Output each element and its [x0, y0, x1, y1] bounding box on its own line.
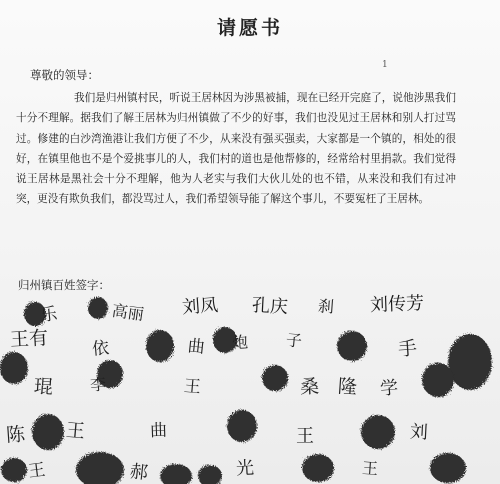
fingerprint [76, 452, 124, 484]
fingerprint [448, 334, 492, 390]
fingerprint-layer [0, 292, 500, 484]
fingerprint [146, 330, 174, 362]
signature-heading: 归州镇百姓签字： [18, 278, 110, 292]
signature: 王有 [9, 327, 49, 351]
petition-body: 我们是归州镇村民，听说王居林因为涉黑被捕，现在已经开完庭了，说他涉黑我们十分不理解。据我们了解王居林为归州镇做了不少的好事，我们也没见过王居林和别人打过骂过。修建的白沙湾渔港让我们方便了不少，从来没有强买强卖，大家都是一个镇的，相处的很好，在镇里他也不是个爱挑事儿的人，我们村的道也是他帮修的，经常给村里捐款。我们觉得说王居林是黑社会十分不理解，他为人老实与我们大伙儿处的也不错，从来没和我们有过冲突，更没有欺负我们，都没骂过人，我们希望领导能了解这个事儿，不要冤枉了王居林。 [16, 92, 456, 206]
fingerprint [262, 365, 288, 391]
document-title: 请愿书 [216, 17, 283, 39]
fingerprint [430, 453, 466, 483]
fingerprint [160, 464, 192, 484]
fingerprint [88, 297, 108, 319]
fingerprint [32, 414, 64, 450]
fingerprint [1, 458, 27, 482]
fingerprint [302, 454, 334, 482]
fingerprint [422, 363, 454, 397]
signature: 孔庆 [251, 295, 289, 318]
fingerprint [337, 331, 367, 361]
signature: 王 [296, 426, 314, 447]
fingerprint [213, 327, 237, 353]
fingerprint [361, 415, 395, 449]
page-number: 1 [382, 60, 388, 70]
salutation: 尊敬的领导： [30, 68, 99, 82]
signature-area [0, 292, 500, 484]
fingerprint [227, 410, 257, 442]
signature: 刘传芳 [369, 293, 425, 316]
signature: 刘凤 [181, 294, 219, 319]
handwritten-signatures: 乐 高丽 刹 依 曲 炮 子 手 琨 李 王 桑 隆 学 陈 王 曲 刘 王 郝 光 王 [5, 296, 429, 484]
fingerprint [198, 465, 222, 484]
fingerprint [97, 360, 123, 388]
fingerprint [0, 352, 28, 384]
